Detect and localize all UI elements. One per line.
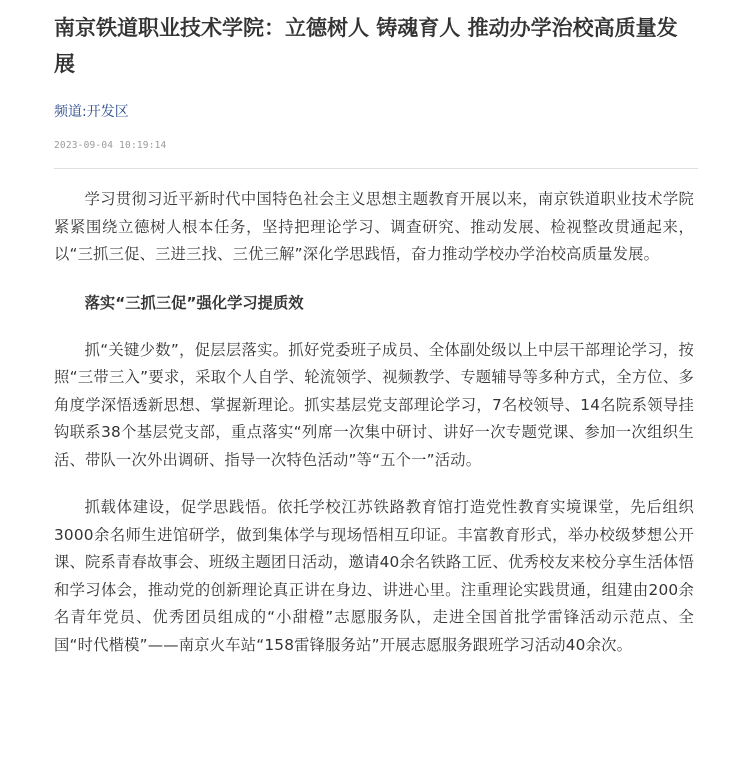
article-body <box>54 186 694 679</box>
header-divider <box>54 168 698 169</box>
channel-label: 频道: <box>54 104 87 120</box>
article-title: 南京铁道职业技术学院：立德树人 铸魂育人 推动办学治校高质量发展 <box>54 16 678 76</box>
publish-datetime: 2023-09-04 10:19:14 <box>54 140 167 151</box>
channel-link[interactable]: 开发区 <box>86 104 129 120</box>
section-heading: 落实“三抓三促”强化学习提质效 <box>84 293 304 312</box>
body-paragraph: 抓“关键少数”，促层层落实。抓好党委班子成员、全体副处级以上中层干部理论学习，按照“三带三入”要求，采取个人自学、轮流领学、视频教学、专题辅导等多种方式，全方位、多角度学深悟透新思想、掌握新理论。抓实基层党支部理论学习，7名校领导、14名院系领导挂钩联系38个基层党支部，重点落实“列席一次集中研讨、讲好一次专题党课、参加一次组织生活、带队一次外出调研、指导一次特色活动”等“五个一”活动。 <box>54 340 694 469</box>
body-paragraph: 抓载体建设，促学思践悟。依托学校江苏铁路教育馆打造党性教育实境课堂，先后组织3000余名师生进馆研学，做到集体学与现场悟相互印证。丰富教育形式，举办校级梦想公开课、院系青春故事会、班级主题团日活动，邀请40余名铁路工匠、优秀校友来校分享生活体悟和学习体会，推动党的创新理论真正讲在身边、讲进心里。注重理论实践贯通，组建由200余名青年党员、优秀团员组成的“小甜橙”志愿服务队，走进全国首批学雷锋活动示范点、全国“时代楷模”——南京火车站“158雷锋服务站”开展志愿服务跟班学习活动40余次。 <box>54 498 694 654</box>
intro-paragraph: 学习贯彻习近平新时代中国特色社会主义思想主题教育开展以来，南京铁道职业技术学院紧紧围绕立德树人根本任务，坚持把理论学习、调查研究、推动发展、检视整改贯通起来，以“三抓三促、三进三找、三优三解”深化学思践悟，奋力推动学校办学治校高质量发展。 <box>54 190 694 263</box>
channel-line <box>54 101 129 123</box>
